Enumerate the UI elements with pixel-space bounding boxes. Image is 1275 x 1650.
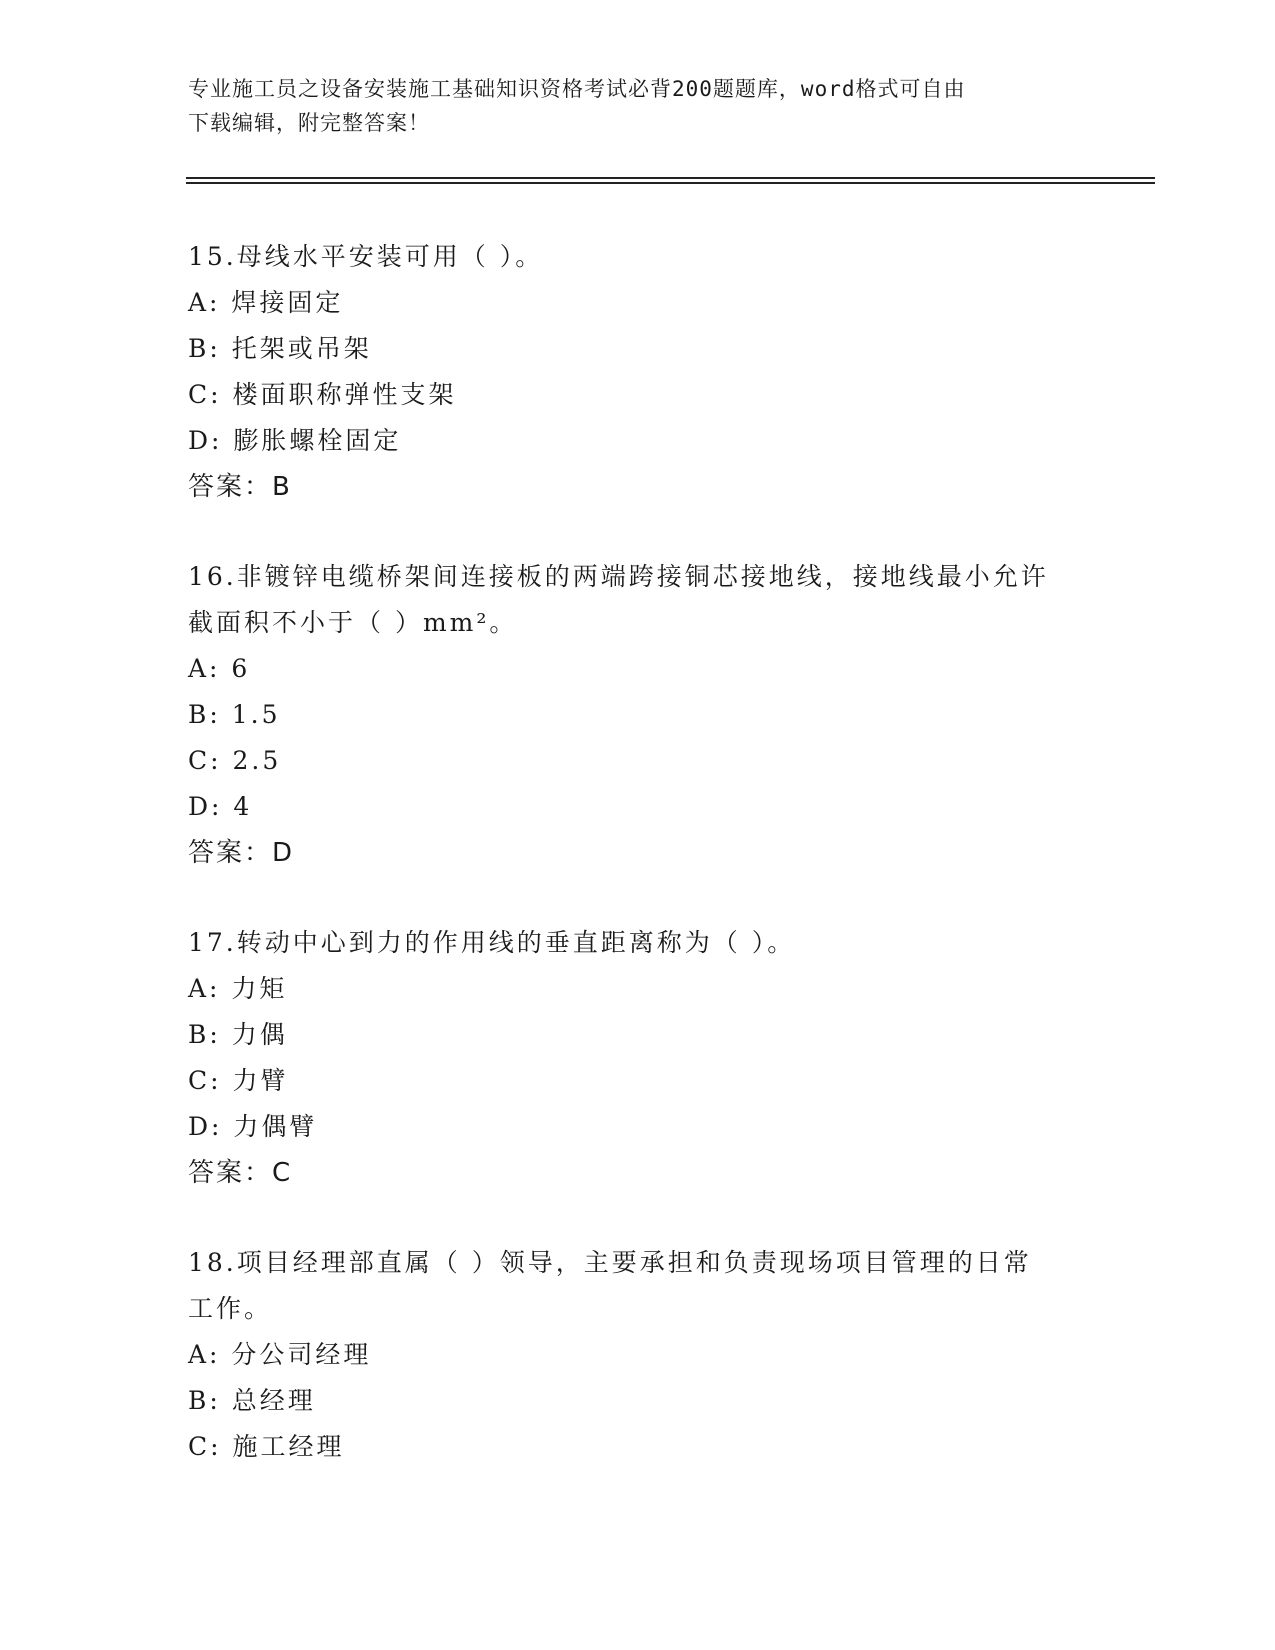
option-a: A: 6 xyxy=(188,654,251,683)
question-title: 15.母线水平安装可用（ ）。 xyxy=(188,242,544,271)
question-17 xyxy=(188,920,1088,1196)
option-a: A: 力矩 xyxy=(188,974,288,1003)
question-list xyxy=(188,234,1088,1514)
header-line-1: 专业施工员之设备安装施工基础知识资格考试必背200题题库，word格式可自由 xyxy=(188,77,966,101)
option-b: B: 1.5 xyxy=(188,700,281,729)
option-d: D: 力偶臂 xyxy=(188,1112,318,1141)
option-c: C: 力臂 xyxy=(188,1066,289,1095)
option-c: C: 施工经理 xyxy=(188,1432,345,1461)
header-divider-top xyxy=(186,177,1155,179)
question-title-line-2: 截面积不小于（ ）mm²。 xyxy=(188,608,518,637)
question-title-line-1: 16.非镀锌电缆桥架间连接板的两端跨接铜芯接地线，接地线最小允许 xyxy=(188,562,1049,591)
option-b: B: 托架或吊架 xyxy=(188,334,372,363)
option-a: A: 分公司经理 xyxy=(188,1340,372,1369)
option-b: B: 力偶 xyxy=(188,1020,288,1049)
question-title-line-2: 工作。 xyxy=(188,1294,273,1323)
question-title-line-1: 18.项目经理部直属（ ）领导，主要承担和负责现场项目管理的日常 xyxy=(188,1248,1032,1277)
option-d: D: 膨胀螺栓固定 xyxy=(188,426,402,455)
answer: 答案：D xyxy=(188,838,295,868)
option-c: C: 楼面职称弹性支架 xyxy=(188,380,457,409)
question-18 xyxy=(188,1240,1088,1470)
option-c: C: 2.5 xyxy=(188,746,282,775)
option-d: D: 4 xyxy=(188,792,253,821)
option-b: B: 总经理 xyxy=(188,1386,316,1415)
answer: 答案：C xyxy=(188,1158,293,1188)
document-header xyxy=(188,72,1068,140)
question-15 xyxy=(188,234,1088,510)
header-divider-bottom xyxy=(186,182,1155,184)
question-title: 17.转动中心到力的作用线的垂直距离称为（ ）。 xyxy=(188,928,796,957)
question-16 xyxy=(188,554,1088,876)
option-a: A: 焊接固定 xyxy=(188,288,344,317)
header-line-2: 下载编辑，附完整答案！ xyxy=(188,111,430,135)
answer: 答案：B xyxy=(188,472,292,502)
